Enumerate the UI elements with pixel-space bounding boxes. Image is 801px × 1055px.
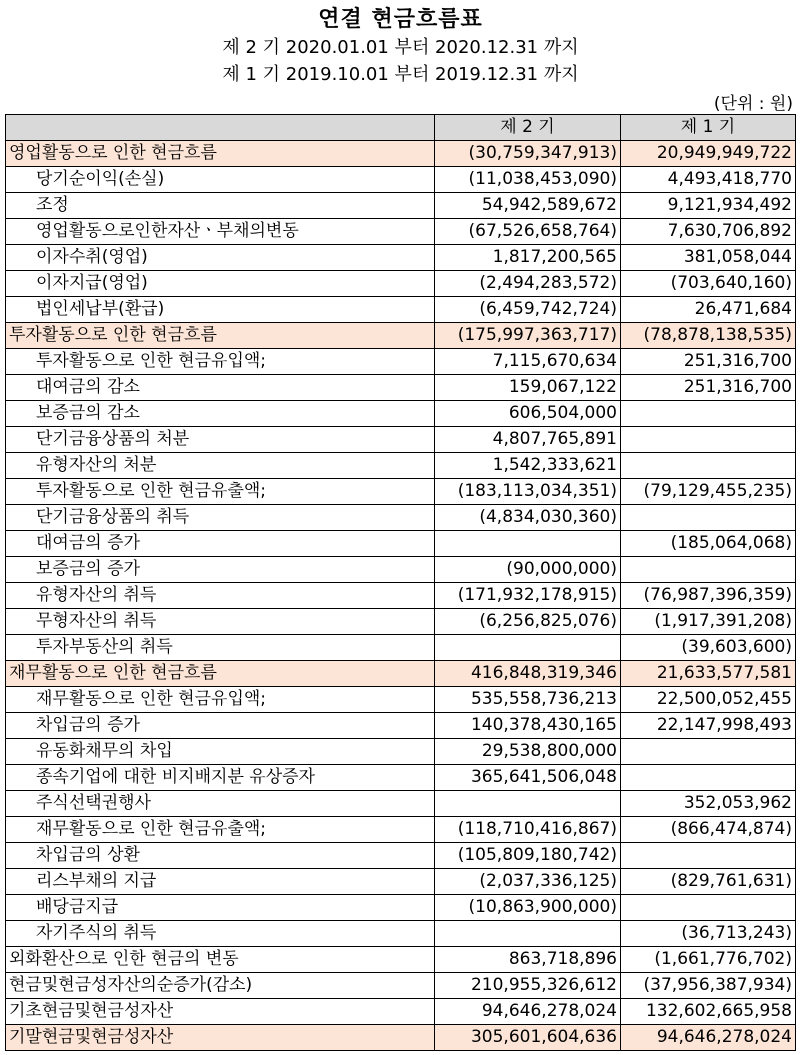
table-row xyxy=(6,323,796,349)
statement-title: 연결 현금흐름표 xyxy=(318,7,483,32)
table-row xyxy=(6,921,796,947)
row-value-period-1: 20,949,949,722 xyxy=(621,141,796,167)
row-label: 단기금융상품의 취득 xyxy=(6,505,435,531)
row-label: 당기순이익(손실) xyxy=(6,167,435,193)
row-label: 이자지급(영업) xyxy=(6,271,435,297)
row-value-period-1 xyxy=(621,739,796,765)
table-row xyxy=(6,843,796,869)
row-value-period-2 xyxy=(435,791,621,817)
row-label: 리스부채의 지급 xyxy=(6,869,435,895)
table-row xyxy=(6,817,796,843)
row-label: 보증금의 감소 xyxy=(6,401,435,427)
row-value-period-1: 132,602,665,958 xyxy=(621,999,796,1025)
row-label: 주식선택권행사 xyxy=(6,791,435,817)
table-row xyxy=(6,1025,796,1051)
table-row xyxy=(6,973,796,999)
table-row xyxy=(6,687,796,713)
row-label: 재무활동으로 인한 현금유출액; xyxy=(6,817,435,843)
row-value-period-2: 54,942,589,672 xyxy=(435,193,621,219)
period-current: 제 2 기 2020.01.01 부터 2020.12.31 까지 xyxy=(222,37,579,58)
table-row xyxy=(6,193,796,219)
row-value-period-2: (118,710,416,867) xyxy=(435,817,621,843)
row-label: 유형자산의 처분 xyxy=(6,453,435,479)
period-prior: 제 1 기 2019.10.01 부터 2019.12.31 까지 xyxy=(222,64,579,85)
row-value-period-1: (39,603,600) xyxy=(621,635,796,661)
header-period-2: 제 2 기 xyxy=(435,115,621,141)
row-value-period-1 xyxy=(621,505,796,531)
row-value-period-2: (183,113,034,351) xyxy=(435,479,621,505)
row-value-period-2: (175,997,363,717) xyxy=(435,323,621,349)
row-value-period-1: (703,640,160) xyxy=(621,271,796,297)
row-label: 단기금융상품의 처분 xyxy=(6,427,435,453)
row-value-period-2: 863,718,896 xyxy=(435,947,621,973)
row-value-period-1: 21,633,577,581 xyxy=(621,661,796,687)
row-label: 투자부동산의 취득 xyxy=(6,635,435,661)
row-value-period-2: 305,601,604,636 xyxy=(435,1025,621,1051)
row-value-period-1: 7,630,706,892 xyxy=(621,219,796,245)
row-label: 종속기업에 대한 비지배지분 유상증자 xyxy=(6,765,435,791)
row-label: 이자수취(영업) xyxy=(6,245,435,271)
row-label: 외화환산으로 인한 현금의 변동 xyxy=(6,947,435,973)
row-value-period-2: (90,000,000) xyxy=(435,557,621,583)
row-value-period-1: 352,053,962 xyxy=(621,791,796,817)
row-label: 대여금의 감소 xyxy=(6,375,435,401)
table-row xyxy=(6,765,796,791)
header-label xyxy=(6,115,435,141)
row-value-period-1: (79,129,455,235) xyxy=(621,479,796,505)
row-value-period-2: 210,955,326,612 xyxy=(435,973,621,999)
row-value-period-1: 4,493,418,770 xyxy=(621,167,796,193)
row-label: 유형자산의 취득 xyxy=(6,583,435,609)
table-row xyxy=(6,245,796,271)
row-value-period-2: (10,863,900,000) xyxy=(435,895,621,921)
row-value-period-1: (76,987,396,359) xyxy=(621,583,796,609)
row-value-period-1: 381,058,044 xyxy=(621,245,796,271)
table-row xyxy=(6,219,796,245)
table-row xyxy=(6,349,796,375)
row-value-period-1 xyxy=(621,401,796,427)
row-value-period-1: 9,121,934,492 xyxy=(621,193,796,219)
row-label: 차입금의 상환 xyxy=(6,843,435,869)
row-value-period-1: (1,917,391,208) xyxy=(621,609,796,635)
row-value-period-2: (6,256,825,076) xyxy=(435,609,621,635)
row-value-period-2: 416,848,319,346 xyxy=(435,661,621,687)
row-label: 유동화채무의 차입 xyxy=(6,739,435,765)
row-value-period-1 xyxy=(621,557,796,583)
row-value-period-2: 94,646,278,024 xyxy=(435,999,621,1025)
row-label: 대여금의 증가 xyxy=(6,531,435,557)
row-value-period-1 xyxy=(621,895,796,921)
table-row xyxy=(6,427,796,453)
row-label: 기말현금및현금성자산 xyxy=(6,1025,435,1051)
row-label: 조정 xyxy=(6,193,435,219)
row-value-period-2: (105,809,180,742) xyxy=(435,843,621,869)
row-value-period-2: (11,038,453,090) xyxy=(435,167,621,193)
table-row xyxy=(6,583,796,609)
row-value-period-2: 140,378,430,165 xyxy=(435,713,621,739)
table-row xyxy=(6,271,796,297)
cash-flow-table xyxy=(5,114,796,1051)
row-label: 투자활동으로 인한 현금유출액; xyxy=(6,479,435,505)
table-row xyxy=(6,609,796,635)
table-row xyxy=(6,167,796,193)
row-value-period-2: (2,037,336,125) xyxy=(435,869,621,895)
row-value-period-2: 365,641,506,048 xyxy=(435,765,621,791)
row-value-period-1: 94,646,278,024 xyxy=(621,1025,796,1051)
row-value-period-1: (36,713,243) xyxy=(621,921,796,947)
row-value-period-2: 1,817,200,565 xyxy=(435,245,621,271)
row-value-period-2 xyxy=(435,921,621,947)
row-value-period-2: (2,494,283,572) xyxy=(435,271,621,297)
table-header-row xyxy=(6,115,796,141)
row-value-period-1: 22,147,998,493 xyxy=(621,713,796,739)
row-value-period-1: 22,500,052,455 xyxy=(621,687,796,713)
row-value-period-1: 26,471,684 xyxy=(621,297,796,323)
table-row xyxy=(6,297,796,323)
row-value-period-2: (6,459,742,724) xyxy=(435,297,621,323)
row-value-period-1 xyxy=(621,765,796,791)
row-value-period-2: 4,807,765,891 xyxy=(435,427,621,453)
table-row xyxy=(6,947,796,973)
row-value-period-2: 606,504,000 xyxy=(435,401,621,427)
table-row xyxy=(6,375,796,401)
row-label: 영업활동으로 인한 현금흐름 xyxy=(6,141,435,167)
unit-label: (단위 : 원) xyxy=(713,94,793,114)
row-value-period-2: 1,542,333,621 xyxy=(435,453,621,479)
table-row xyxy=(6,791,796,817)
row-value-period-2: (67,526,658,764) xyxy=(435,219,621,245)
row-value-period-1: (37,956,387,934) xyxy=(621,973,796,999)
table-row xyxy=(6,557,796,583)
row-label: 배당금지급 xyxy=(6,895,435,921)
row-label: 법인세납부(환급) xyxy=(6,297,435,323)
row-label: 투자활동으로 인한 현금유입액; xyxy=(6,349,435,375)
row-value-period-1: (829,761,631) xyxy=(621,869,796,895)
row-label: 차입금의 증가 xyxy=(6,713,435,739)
row-value-period-1: 251,316,700 xyxy=(621,349,796,375)
table-row xyxy=(6,635,796,661)
row-label: 보증금의 증가 xyxy=(6,557,435,583)
row-label: 재무활동으로 인한 현금흐름 xyxy=(6,661,435,687)
table-row xyxy=(6,895,796,921)
row-value-period-2: 159,067,122 xyxy=(435,375,621,401)
table-row xyxy=(6,739,796,765)
row-label: 영업활동으로인한자산ㆍ부채의변동 xyxy=(6,219,435,245)
header-period-1: 제 1 기 xyxy=(621,115,796,141)
row-value-period-2: 29,538,800,000 xyxy=(435,739,621,765)
table-row xyxy=(6,531,796,557)
row-value-period-2: 535,558,736,213 xyxy=(435,687,621,713)
table-body xyxy=(6,141,796,1051)
row-label: 무형자산의 취득 xyxy=(6,609,435,635)
table-row xyxy=(6,453,796,479)
row-value-period-2 xyxy=(435,531,621,557)
row-value-period-1: 251,316,700 xyxy=(621,375,796,401)
table-row xyxy=(6,661,796,687)
row-value-period-2: (30,759,347,913) xyxy=(435,141,621,167)
row-value-period-2: (4,834,030,360) xyxy=(435,505,621,531)
row-value-period-1: (866,474,874) xyxy=(621,817,796,843)
table-row xyxy=(6,505,796,531)
row-label: 투자활동으로 인한 현금흐름 xyxy=(6,323,435,349)
row-label: 현금및현금성자산의순증가(감소) xyxy=(6,973,435,999)
table-row xyxy=(6,713,796,739)
row-value-period-2: 7,115,670,634 xyxy=(435,349,621,375)
row-value-period-1 xyxy=(621,427,796,453)
row-value-period-1 xyxy=(621,843,796,869)
table-row xyxy=(6,479,796,505)
row-value-period-1: (185,064,068) xyxy=(621,531,796,557)
table-row xyxy=(6,401,796,427)
row-label: 기초현금및현금성자산 xyxy=(6,999,435,1025)
row-value-period-2 xyxy=(435,635,621,661)
table-row xyxy=(6,141,796,167)
row-value-period-1: (78,878,138,535) xyxy=(621,323,796,349)
row-value-period-1: (1,661,776,702) xyxy=(621,947,796,973)
table-row xyxy=(6,869,796,895)
table-row xyxy=(6,999,796,1025)
row-label: 재무활동으로 인한 현금유입액; xyxy=(6,687,435,713)
row-value-period-1 xyxy=(621,453,796,479)
row-label: 자기주식의 취득 xyxy=(6,921,435,947)
row-value-period-2: (171,932,178,915) xyxy=(435,583,621,609)
